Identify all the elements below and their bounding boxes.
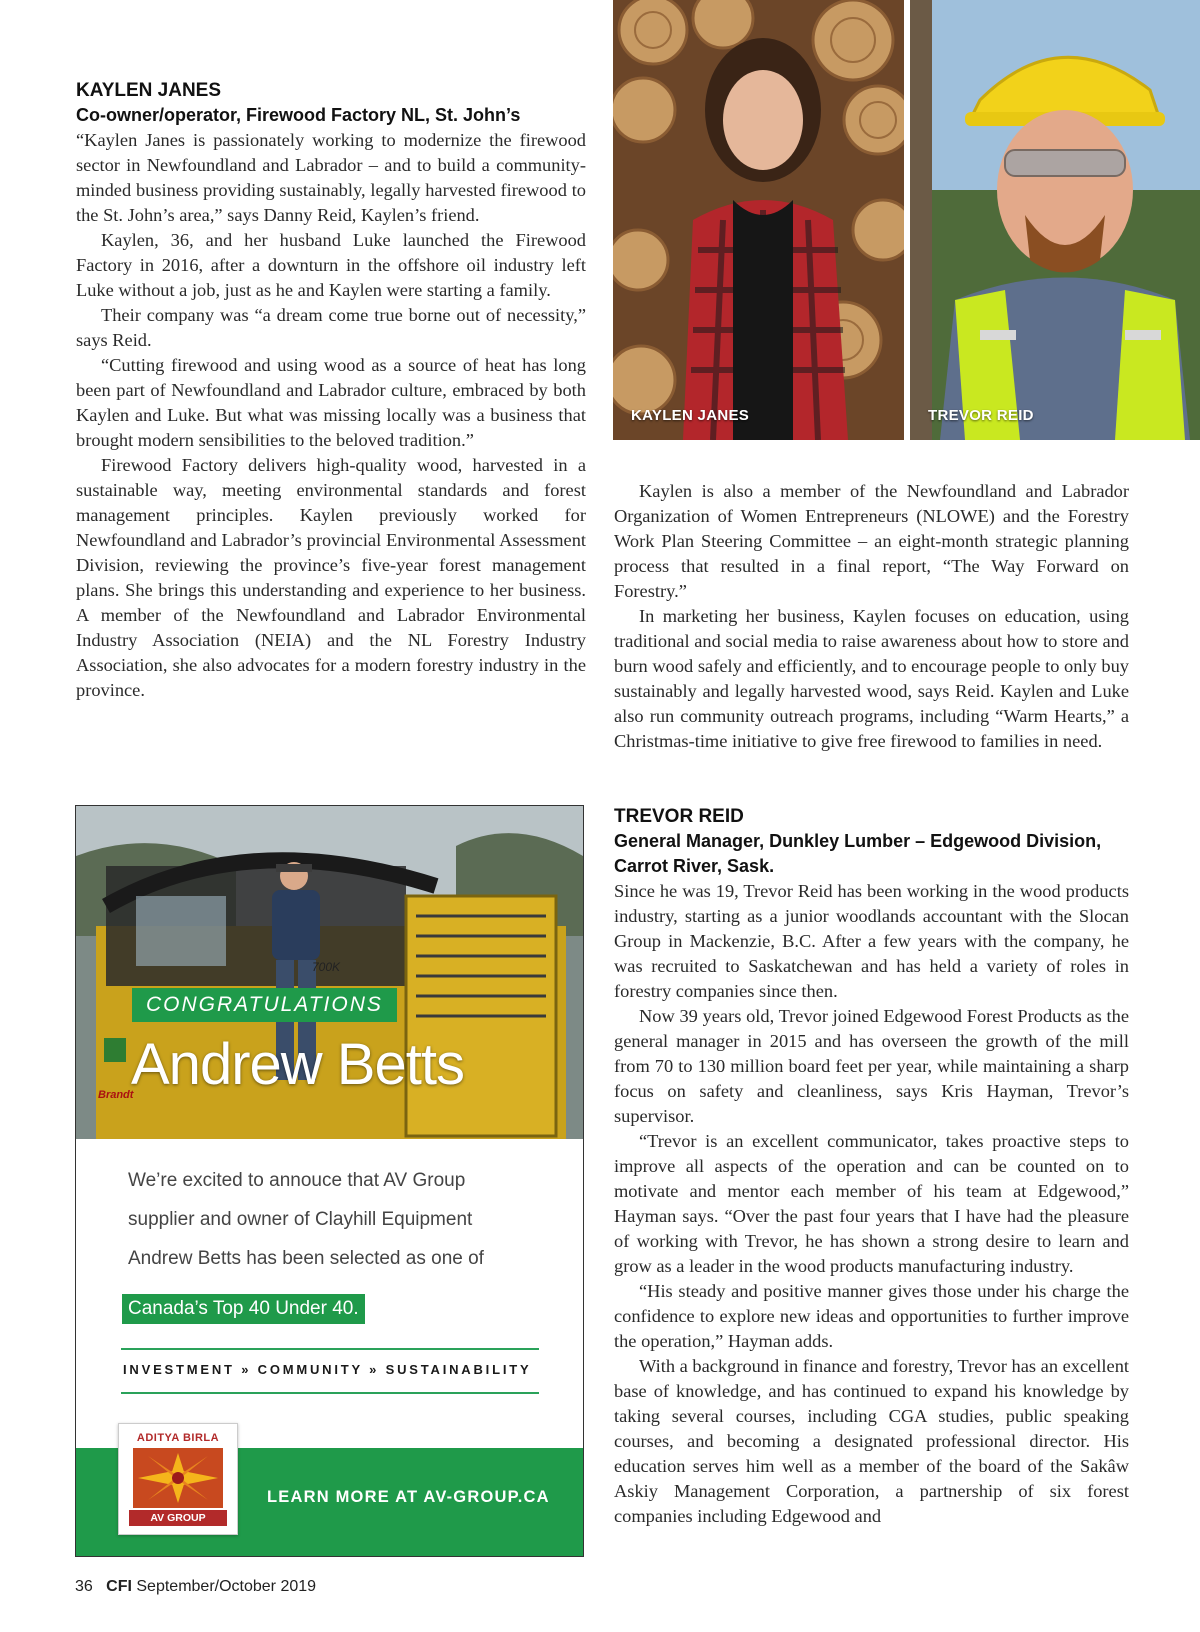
congratulations-banner: CONGRATULATIONS	[132, 988, 397, 1022]
kaylen-paragraph-5: Firewood Factory delivers high-quality wood, harvested in a sustainable way, meeting environmental standards and forest management principles. Kaylen previously worked for Newfoundland and Labrador’s provincial Environmental Assessment Division, reviewing the province’s five-year forest management plans. She brings this understanding and experience to her business. A member of the Newfoundland and Labrador Environmental Industry Association (NEIA) and the NL Forestry Industry Association, she also advocates for a modern forestry industry in the province.	[76, 455, 586, 700]
magazine-name: CFI	[106, 1578, 132, 1595]
kaylen-article	[76, 78, 586, 703]
logo-bottom-text: AV GROUP	[129, 1510, 227, 1526]
trevor-paragraph-2: Now 39 years old, Trevor joined Edgewood Forest Products as the general manager in 2015 and has overseen the growth of the mill from 70 to 130 million board feet per year, while maintaining a sharp focus on safety and cleanliness, says Kris Hayman, Trevor’s supervisor.	[614, 1006, 1129, 1126]
kaylen-article-continued	[614, 479, 1129, 754]
kaylen-paragraph-3: Their company was “a dream come true borne out of necessity,” says Reid.	[76, 305, 586, 350]
kaylen-paragraph-1: “Kaylen Janes is passionately working to modernize the firewood sector in Newfoundland and Labrador – and to build a community-minded business providing sustainably, legally harvested firewood to the St. John’s area,” says Danny Reid, Kaylen’s friend.	[76, 130, 586, 225]
learn-more-link[interactable]: LEARN MORE AT AV-GROUP.CA	[267, 1488, 550, 1506]
trevor-paragraph-4: “His steady and positive manner gives those under his charge the confidence to explore new ideas and opportunities to further improve the operation,” Hayman adds.	[614, 1281, 1129, 1351]
ad-tagline: INVESTMENT » COMMUNITY » SUSTAINABILITY	[123, 1362, 532, 1377]
trevor-photo-illustration	[910, 0, 1200, 440]
ad-photo	[76, 806, 583, 1139]
page-number: 36	[75, 1578, 93, 1595]
ad-divider-bottom	[121, 1392, 539, 1394]
kaylen-name-heading: KAYLEN JANES	[76, 80, 222, 101]
ad-divider-top	[121, 1348, 539, 1350]
trevor-paragraph-1: Since he was 19, Trevor Reid has been working in the wood products industry, starting as a junior woodlands accountant with the Slocan Group in Mackenzie, B.C. After a few years with the company, he was recruited to Saskatchewan and has held a variety of roles in forestry companies since then.	[614, 881, 1129, 1001]
ad-machine-brand: Brandt	[98, 1089, 134, 1101]
aditya-birla-logo	[118, 1423, 238, 1535]
ad-text-line-3: Andrew Betts has been selected as one of	[128, 1248, 484, 1269]
issue-date: September/October 2019	[136, 1578, 317, 1595]
logo-top-text: ADITYA BIRLA	[136, 1432, 220, 1444]
trevor-article	[614, 804, 1129, 1529]
kaylen-paragraph-2: Kaylen, 36, and her husband Luke launched the Firewood Factory in 2016, after a downturn in the offshore oil industry left Luke without a job, just as he and Kaylen were starting a family.	[76, 230, 586, 300]
trevor-role-subheading: General Manager, Dunkley Lumber – Edgewood Division, Carrot River, Sask.	[614, 831, 1102, 876]
av-group-advertisement	[75, 805, 584, 1557]
page-footer	[75, 1578, 316, 1596]
ad-text-line-1: We’re excited to annouce that AV Group	[128, 1170, 466, 1191]
kaylen-photo-caption: KAYLEN JANES	[631, 407, 750, 424]
honoree-name: Andrew Betts	[131, 1032, 464, 1097]
kaylen-paragraph-7: In marketing her business, Kaylen focuses on education, using traditional and social media to raise awareness about how to store and burn wood safely and efficiently, and to encourage people to only buy sustainably and legally harvested wood, says Reid. Kaylen and Luke also run community outreach programs, including “Warm Hearts,” a Christmas-time initiative to give free firewood to families in need.	[614, 606, 1129, 751]
kaylen-paragraph-4: “Cutting firewood and using wood as a source of heat has long been part of Newfoundland and Labrador culture, embraced by both Kaylen and Luke. But what was missing locally was a business that brought modern sensibilities to the beloved tradition.”	[76, 355, 586, 450]
trevor-name-heading: TREVOR REID	[614, 806, 744, 827]
trevor-reid-photo	[910, 0, 1200, 440]
ad-machine-model: 700K	[312, 960, 341, 974]
kaylen-role-subheading: Co-owner/operator, Firewood Factory NL, St. John’s	[76, 105, 521, 125]
sunburst-logo-icon	[133, 1448, 223, 1508]
trevor-paragraph-5: With a background in finance and forestry, Trevor has an excellent base of knowledge, and has continued to expand his knowledge by taking several courses, including CGA studies, public speaking courses, and becoming a designated professional director. His education serves him well as a member of the board of the Sakâw Askiy Management Corporation, a partnership of six forest companies including Edgewood and	[614, 1356, 1129, 1526]
trevor-paragraph-3: “Trevor is an excellent communicator, takes proactive steps to improve all aspects of the operation and can be counted on to motivate and mentor each member of his team at Edgewood,” Hayman says. “Over the past four years that I have had the pleasure of working with Trevor, he has shown a strong desire to learn and grow as a leader in the wood products manufacturing industry.	[614, 1131, 1129, 1276]
ad-text-line-2: supplier and owner of Clayhill Equipment	[128, 1209, 473, 1230]
kaylen-photo-illustration	[613, 0, 904, 440]
kaylen-paragraph-6: Kaylen is also a member of the Newfoundland and Labrador Organization of Women Entrepreneurs (NLOWE) and the Forestry Work Plan Steering Committee – an eight-month strategic planning process that resulted in a final report, “The Way Forward on Forestry.”	[614, 481, 1129, 601]
trevor-photo-caption: TREVOR REID	[928, 407, 1034, 424]
kaylen-janes-photo	[613, 0, 904, 440]
ad-highlight-text: Canada’s Top 40 Under 40.	[122, 1294, 365, 1324]
